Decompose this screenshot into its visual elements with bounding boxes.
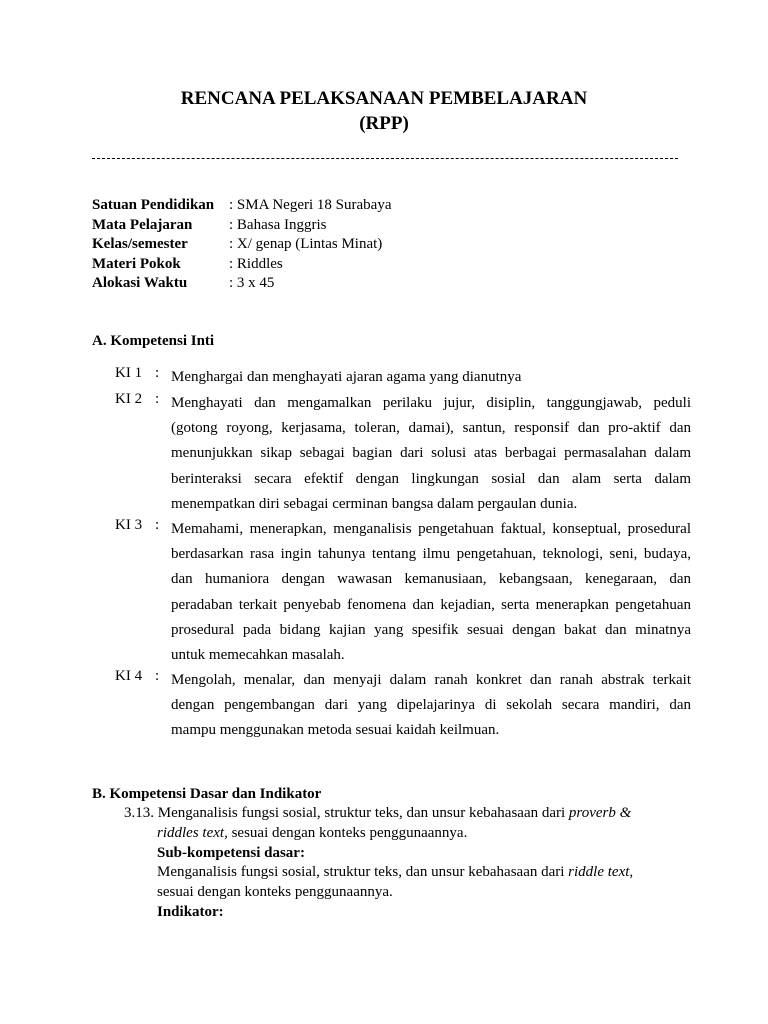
info-value: : X/ genap (Lintas Minat) <box>229 236 383 252</box>
sub-kompetensi-heading: Sub-kompetensi dasar: <box>157 845 305 861</box>
document-title: RENCANA PELAKSANAAN PEMBELAJARAN <box>180 88 588 109</box>
info-row <box>92 236 391 256</box>
info-row <box>92 275 391 295</box>
sub-kompetensi-line: sesuai dengan konteks penggunaannya. <box>157 884 393 900</box>
info-label: Satuan Pendidikan <box>92 197 215 213</box>
info-row <box>92 217 391 237</box>
ki-item <box>115 391 691 517</box>
ki-text <box>171 391 691 517</box>
ki-line: untuk memecahkan masalah. <box>171 646 345 663</box>
ki-line: berinteraksi secara efektif dengan lingkungan sosial dan alam serta dalam <box>171 470 691 487</box>
sub-italic: riddle text <box>568 864 630 880</box>
sub-kompetensi-line <box>157 864 633 881</box>
info-label: Materi Pokok <box>92 255 181 272</box>
ki-line: menunjukkan sikap sebagai bagian dari solusi atas berbagai permasalahan dalam <box>171 445 691 462</box>
ki-colon: : <box>155 391 160 407</box>
ki-item <box>115 517 691 668</box>
info-row <box>92 197 391 217</box>
info-value: : Bahasa Inggris <box>229 216 327 233</box>
ki-item <box>115 668 691 744</box>
kd-line <box>157 825 467 842</box>
info-label: Kelas/semester <box>92 236 188 252</box>
info-row <box>92 256 391 276</box>
sub-text: Menganalisis fungsi sosial, struktur teks, dan unsur kebahasaan dari <box>157 864 569 880</box>
ki-line: Menghayati dan mengamalkan perilaku jujur, disiplin, tanggungjawab, peduli <box>171 395 691 411</box>
ki-line: berdasarkan rasa ingin tahunya tentang ilmu pengetahuan, teknologi, seni, budaya, <box>171 546 691 563</box>
indikator-heading: Indikator: <box>157 904 224 920</box>
section-b-heading: B. Kompetensi Dasar dan Indikator <box>92 786 322 802</box>
ki-colon: : <box>155 517 160 533</box>
ki-item <box>115 365 691 390</box>
info-value: : SMA Negeri 18 Surabaya <box>229 197 392 213</box>
ki-line: peradaban terkait penyebab fenomena dan kejadian, serta menerapkan pengetahuan <box>171 596 691 613</box>
info-label: Mata Pelajaran <box>92 216 193 233</box>
ki-colon: : <box>155 365 160 381</box>
ki-code: KI 3 <box>115 517 143 533</box>
sub-text: , <box>629 864 634 880</box>
ki-code: KI 2 <box>115 391 143 407</box>
info-value: : 3 x 45 <box>229 275 275 291</box>
kd-italic: proverb & <box>568 805 632 821</box>
ki-text <box>171 365 691 390</box>
ki-line: (gotong royong, kerjasama, toleran, damai), santun, responsif dan pro-aktif dan <box>171 420 691 437</box>
ki-line: dan humaniora dengan wawasan kemanusiaan, kebangsaan, kenegaraan, dan <box>171 571 691 588</box>
ki-text <box>171 668 691 744</box>
ki-line: Mengolah, menalar, dan menyaji dalam ranah konkret dan ranah abstrak terkait <box>171 672 691 688</box>
kd-text: sesuai dengan konteks penggunaannya. <box>227 825 468 841</box>
ki-code: KI 4 <box>115 668 143 684</box>
section-a-heading: A. Kompetensi Inti <box>92 333 215 349</box>
ki-line: menempatkan diri sebagai cerminan bangsa dalam pergaulan dunia. <box>171 495 578 512</box>
ki-text <box>171 517 691 668</box>
dashed-divider <box>92 158 678 159</box>
kd-line <box>124 805 631 822</box>
ki-line: prosedural pada bidang kajian yang spesifik sesuai dengan bakat dan minatnya <box>171 621 691 638</box>
kd-text: 3.13. Menganalisis fungsi sosial, struktur teks, dan unsur kebahasaan dari <box>124 805 569 821</box>
ki-code: KI 1 <box>115 365 143 381</box>
info-value: : Riddles <box>229 255 283 272</box>
ki-line: Memahami, menerapkan, menganalisis pengetahuan faktual, konseptual, prosedural <box>171 521 691 537</box>
info-label: Alokasi Waktu <box>92 275 188 291</box>
ki-line: mampu menggunakan metoda sesuai kaidah keilmuan. <box>171 722 500 739</box>
identity-block <box>92 197 391 295</box>
ki-colon: : <box>155 668 160 684</box>
ki-line: Menghargai dan menghayati ajaran agama yang dianutnya <box>171 369 522 385</box>
ki-line: dengan pengembangan dari yang dipelajarinya di sekolah secara mandiri, dan <box>171 697 691 714</box>
document-subtitle: (RPP) <box>359 113 409 134</box>
kd-italic: riddles text, <box>157 825 228 841</box>
